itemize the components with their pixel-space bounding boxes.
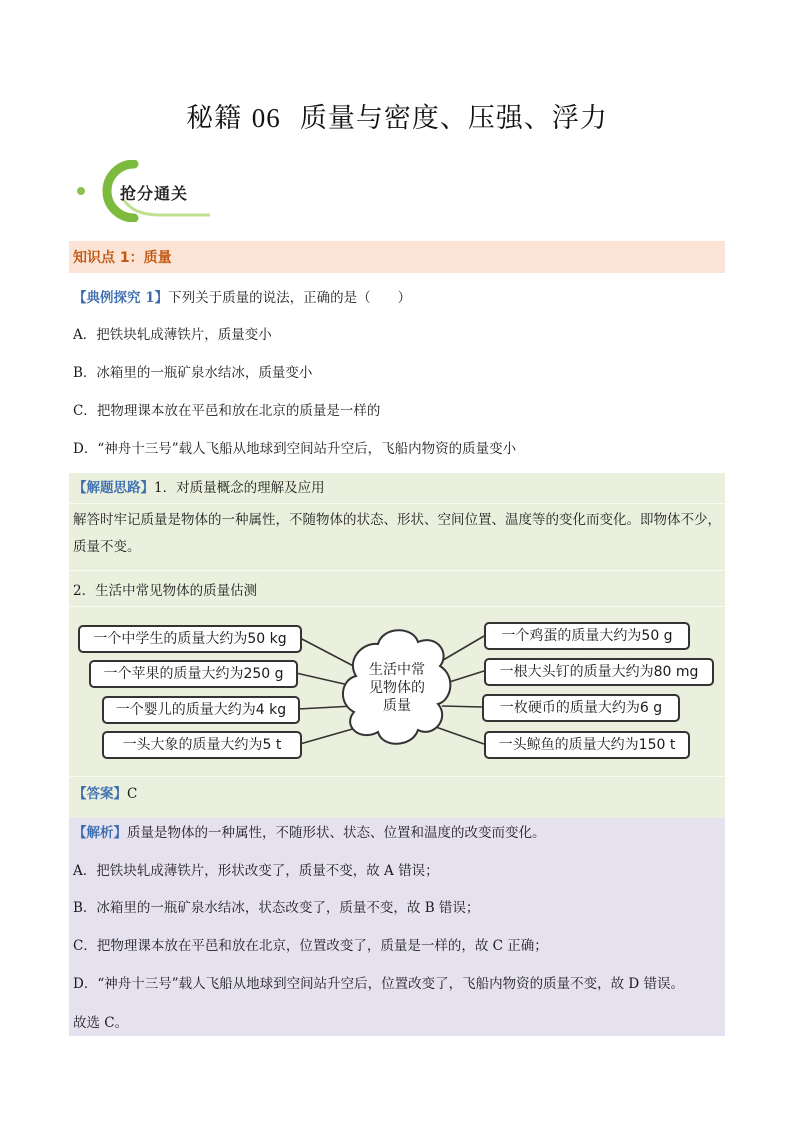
- center-line-3: 质量: [383, 698, 411, 714]
- divider: [69, 606, 725, 607]
- analysis-line-a: A．把铁块轧成薄铁片，形状改变了，质量不变，故 A 错误；: [73, 863, 439, 879]
- banner-label: 抢分通关: [120, 184, 189, 203]
- left-item-baby: 一个婴儿的质量大约为4 kg: [102, 696, 300, 724]
- center-line-2: 见物体的: [369, 680, 425, 696]
- approach-point1-body: 解答时牢记质量是物体的一种属性，不随物体的状态、形状、空间位置、温度等的变化而变化。即物体不少，质量不变。: [73, 512, 721, 555]
- mass-estimate-diagram: [78, 616, 718, 766]
- page-title: [0, 96, 794, 135]
- right-item-whale: 一头鲸鱼的质量大约为150 t: [484, 731, 690, 759]
- left-item-elephant: 一头大象的质量大约为5 t: [102, 731, 302, 759]
- analysis-intro-text: 质量是物体的一种属性，不随形状、状态、位置和温度的改变而变化。: [127, 825, 546, 841]
- analysis-line-c: C．把物理课本放在平邑和放在北京，位置改变了，质量是一样的，故 C 正确；: [73, 938, 548, 954]
- knowledge-point-label: 知识点 1：质量: [73, 250, 172, 266]
- divider: [69, 503, 725, 504]
- title-prefix: 秘籍: [186, 103, 243, 134]
- analysis-tag: 【解析】: [73, 825, 127, 841]
- knowledge-point-bar: [69, 241, 725, 273]
- option-c: C．把物理课本放在平邑和放在北京的质量是一样的: [73, 403, 381, 419]
- right-item-coin: 一枚硬币的质量大约为6 g: [482, 694, 680, 722]
- option-b: B．冰箱里的一瓶矿泉水结冰，质量变小: [73, 365, 313, 381]
- analysis-section: [69, 818, 725, 1036]
- answer-value: C: [127, 786, 138, 802]
- right-item-pin: 一根大头钉的质量大约为80 mg: [484, 658, 714, 686]
- divider: [69, 570, 725, 571]
- example-tag: 【典例探究 1】: [73, 290, 169, 306]
- example-question: [73, 286, 411, 306]
- answer-tag: 【答案】: [73, 786, 127, 802]
- title-text: 质量与密度、压强、浮力: [299, 103, 608, 134]
- diagram-center-label: [353, 661, 441, 715]
- approach-point2: 2．生活中常见物体的质量估测: [73, 583, 258, 599]
- option-d: D．“神舟十三号”载人飞船从地球到空间站升空后，飞船内物资的质量变小: [73, 441, 517, 457]
- option-a: A．把铁块轧成薄铁片，质量变小: [73, 327, 272, 343]
- right-item-egg: 一个鸡蛋的质量大约为50 g: [484, 622, 690, 650]
- example-question-text: 下列关于质量的说法，正确的是（ ）: [168, 290, 412, 306]
- analysis-line-b: B．冰箱里的一瓶矿泉水结冰，状态改变了，质量不变，故 B 错误；: [73, 900, 480, 916]
- divider: [69, 776, 725, 777]
- analysis-conclusion: 故选 C。: [73, 1015, 129, 1031]
- left-item-apple: 一个苹果的质量大约为250 g: [89, 660, 298, 688]
- analysis-intro: [73, 821, 546, 841]
- answer: [73, 782, 137, 802]
- approach-tag: 【解题思路】: [73, 480, 154, 496]
- approach-point1: 1．对质量概念的理解及应用: [154, 480, 325, 496]
- approach-heading: [73, 476, 325, 496]
- left-item-student: 一个中学生的质量大约为50 kg: [78, 625, 302, 653]
- analysis-line-d: D．“神舟十三号”载人飞船从地球到空间站升空后，位置改变了，飞船内物资的质量不变，故 D 错误。: [73, 976, 685, 992]
- title-number: 06: [251, 103, 281, 133]
- center-line-1: 生活中常: [369, 662, 425, 678]
